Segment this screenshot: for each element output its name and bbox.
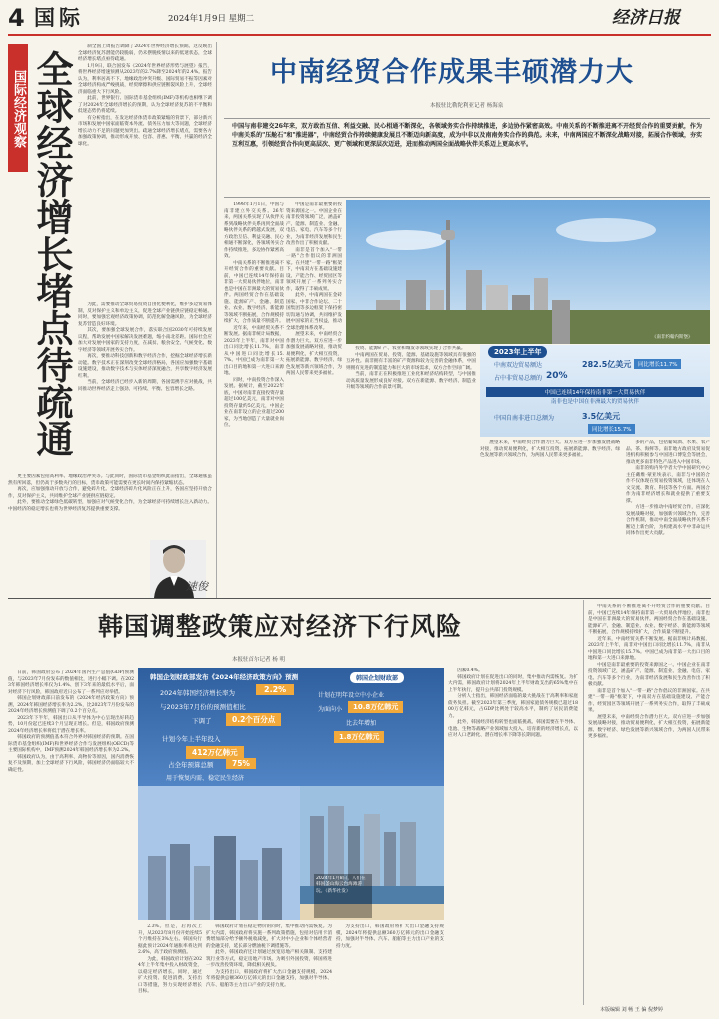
column-divider (216, 42, 217, 598)
sa-import-label: 中国自南非进口总额为 (494, 415, 555, 422)
kr-jobs-value: 412万亿韩元 (186, 746, 244, 759)
column-body-col2: 为此，需要推动全球贸易投资自由化便利化，维护多边贸易体制，反对保护主义和单边主义，促进全球产业链供应链稳定畅通。同时，要加强宏观经济政策协调，防范化解金融风险，为全球经济复苏营造良好环境。 其次，要加强全球发展合作，落实联合国2030年可持续发展议程，帮助发展中国家解决发展难题，缩小南北差距。国际社会应加大对发展中国家的支持力度，在减贫、粮食安全、气候变化、数字经济等领域开展务实合作。 再次，要推动科技创新和数字经济合作，挖掘全球经济增长新动能。数字技术正在深刻改变全球经济格局，各国应加强数字基础设施建设，推动数字技术与实体经济深度融合，共享数字经济发展红利。 当前，全球经济已经步入新的周期，各国需携手应对挑战，共同推动世界经济走上强劲、可持续、平衡、包容增长之路。 (78, 302, 212, 392)
date-line: 2024年1月9日 星期二 (168, 14, 255, 24)
paper-name: 经济日报 (612, 8, 680, 28)
bottom-byline: 本报驻首尔记者 杨 明 (232, 657, 285, 663)
editor-line: 本版编辑 刘 畅 王 偏 倪梦婷 (600, 1007, 663, 1013)
sa-export-value: 282.5亿美元 (582, 360, 632, 369)
top-headline: 中南经贸合作成果丰硕潜力大 (270, 57, 634, 88)
sa-import-growth: 同比增长15.7% (588, 424, 635, 434)
korea-skyline (138, 786, 300, 920)
top-body-col-e: 展望未来，中南经贸合作潜力巨大。双方应进一步加强发展战略对接，推动贸易便利化，扩大相互投资，拓展新能源、数字经济、绿色发展等新兴领域合作，为两国人民带来更多福祉。 (480, 440, 620, 458)
top-body-col-c: 投资、能源矿产、农业和城发等领域实现了合作共赢。 中南两国在贸易、投资、能源、基础设施等领域具有很强的互补性。南非拥有丰富的矿产资源和较为完善的金融体系，中国则拥有先进的制造能力和巨大的市场需求，双方合作空间广阔。 当前，南非正在积极推进工业化和经济结构转型，与中国推动高质量发展形成良好对接。双方在新能源、数字经济、制造业升级等领域的合作前景可期。 (346, 346, 476, 390)
bottom-headline: 韩国调整政策应对经济下行风险 (98, 612, 463, 641)
column-body-col1: 制全国上周报告调降了2024年世界经济增长预期。这反映出全球经济复苏潜能仍较脆弱，仍未摆脱疫情以来的低迷状态，全球经济增长堵点亟待疏通。 1月9日，联合国发布《2024年世界经济形势与展望》报告，将世界经济增速预测从2023年的2.7%降至2024年的2.4%。报告认为，利率居高不下、地缘政治冲突升级、国际贸易不振等因素对全球经济构成严峻挑战，经贸摩擦和供应链断裂风险上升，全球经济面临重大下行风险。 此前，世界银行、国际货币基金组织(IMF)等机构也相继下调了对2024年全球经济增长的预期，认为全球经济复苏的不平衡和低迷态势仍将延续。 有分析指出，在发达经济体货币政策紧缩的背景下，部分新兴市场和发展中国家面临资本外流、债务压力加大等问题，全球经济增长动力不足的问题更加突出。疏通全球经济增长堵点，需要各方加强政策协调，推动形成开放、包容、普惠、平衡、共赢的经济全球化。 (78, 44, 212, 147)
photo-caption: 《南非约翰内斯堡》 (652, 335, 693, 340)
kr-share-label: 占全年预算总额 (168, 761, 214, 769)
page-number: 4 (8, 4, 25, 32)
kr-down-value: 0.2个百分点 (226, 713, 281, 726)
kr-right-label3: 比去年增加 (346, 720, 377, 727)
kr-jobs-label: 计划今年上半年投入 (162, 735, 221, 743)
column-title: 全球经济增长堵点待疏通 (30, 50, 73, 457)
bottom-body-col-c2: 为支持出口，韩国政府将扩大出口金融支持规模，2024年将提供总额360万亿韩元的出口金融支持，加强对半导体、汽车、船舶等主力出口产业的支持力度。 (336, 924, 444, 949)
kr-header: 韩国企划财政部发布《2024年经济政策方向》预测 (150, 673, 299, 681)
top-body-col-a: 1998年1月1日，中国与南非建立外交关系。26年来，两国关系实现了从伙伴关系到战略伙伴关系再到全面战略伙伴关系的跨越式发展，双方政治互信、利益交融、民心相通不断深化，各领域务实合作持续推进，多边协作紧密高效。 中南关系的不断推进离不开经贸合作的重要贡献。目前，中国已连续14年保持南非第一大贸易伙伴地位，南非也是中国在非洲最大的贸易伙伴。两国经贸合作在基础设施、能源矿产、金融、制造业、农业、数字经济、新能源等领域不断拓展，合作规模持续扩大，合作质量不断提升。 近年来，中南经贸关系不断发展。据南非统计局数据，2023年上半年，南非对中国出口同比增长11.7%，南非从中国进口同比增长15.7%。中国已成为南非第一大出口目的地和第一大进口来源地。 同时，中南投资合作深入发展。据统计，截至2022年底，中国对南非直接投资存量超过100亿美元，南非对中国投资存量约5亿美元，中国企业在南非设立的企业超过200家，为当地创造了大量就业岗位。 (224, 202, 284, 428)
section-title: 国际 (34, 5, 84, 30)
column-tag: 国际经济观察 (11, 70, 26, 148)
kr-right-label2: 为面向小 (318, 706, 343, 713)
sa-share-label: 占中非贸易总额的 (494, 375, 543, 382)
top-lead: 中国与南非建交26年来，双方政治互信、利益交融、民心相通不断深化，各领域务实合作持续推进，多边协作紧密高效。中南关系的不断推进离不开经贸合作的重要贡献，作为中南关系的"压舱石"和"推进器"，中南经贸合作持续健康发展且不断迈向新高度，成为中非以及南南务实合作的典范。未来，中南两国应不断深化战略对接，拓展合作领域，夯实互利互惠，引领经贸合作向更高层次、更广领域和更深层次迈进，进而推动两国全面战略伙伴关系迈上更高水平。 (232, 123, 702, 148)
right-column-divider (583, 600, 584, 1005)
sa-export-label: 中南双边贸易额达 (494, 362, 543, 369)
kr-growth-label: 2024年韩国经济增长率为 (160, 689, 236, 697)
kr-compare-label: 与2023年7月份的预测值相比 (160, 703, 246, 711)
bottom-body-col-c: 韩国政府计划在稳定物价的同时，集中推动内需恢复。为扩大内需，韩国政府将实施一系列政策措施，包括对信用卡消费增加部分给予额外税收减免，扩大对中小企业和个体经营者的金融支持，延长部分燃油税下调措施等。 此外，韩国政府还计划通过放宽房地产相关限制、支持建筑行业等方式，稳定房地产市场。为吸引外国投资，韩国将进一步改善投资环境，降低相关税负。 为支持出口，韩国政府将扩大出口金融支持规模，2024年将提供总额360万亿韩元的出口金融支持，加强对半导体、汽车、船舶等主力出口产业的支持力度。 (206, 924, 332, 988)
kr-share-value: 75% (226, 758, 256, 769)
top-body-col-b: 中国是南非最重要的投资来源国之一。中国企业在南非投资领域广泛，涵盖矿产、能源、制造业、金融、电信、家电、汽车等多个行业，为南非经济发展和民生改善作出了积极贡献。 南非是首个加入"一带一路"合作倡议的非洲国家。在共建"一带一路"框架下，中南双方在基础设施建设、产能合作、经贸园区等领域开展了一系列务实合作，取得了丰硕成果。 此外，中南两国在金砖国家、中非合作论坛、二十国集团等多边框架下保持密切沟通与协调，共同维护发展中国家的正当权益，推动全球治理体系改革。 展望未来，中南经贸合作潜力巨大。双方应进一步加强发展战略对接，推动贸易便利化，扩大相互投资，拓展新能源、数字经济、绿色发展等新兴领域合作，为两国人民带来更多福祉。 (286, 202, 342, 376)
johannesburg-photo (346, 200, 710, 344)
sa-share-value: 20% (546, 371, 568, 381)
bottom-body-col-b: 2.3%。但是，后再次上升，从2023年8月份开始连续5个月维持在3%左右。韩国央行据此预计2024年通胀率将达到2.6%，高于政府预测值。 为此，韩国政府计划在2024年上半年集中投入财政资金，以稳定经济增长。同时，通过扩大投资、促进消费、支持出口等措施，努力实现经济增长目标。 (138, 924, 202, 994)
kr-note: 用于恢复内需、稳定民生经济 (166, 775, 245, 782)
sa-export-growth: 同比增长11.7% (634, 359, 681, 369)
sa-import-value: 3.5亿美元 (582, 412, 621, 421)
busan-caption: 2024年1月8日，人们在韩国釜山海云台海滩游玩。（新华社发） (316, 876, 366, 894)
kr-right-badge: 韩国企划财政部 (350, 672, 404, 683)
kr-right-value1: 10.8万亿韩元 (348, 701, 403, 713)
section-divider (8, 598, 711, 599)
kr-growth-value: 2.2% (256, 684, 294, 695)
sa-banner-1: 中国已连续14年保持南非第一大贸易伙伴 (486, 387, 704, 397)
bottom-body-col-a: 日前，韩国政府公布了2024年国内生产总值(GDP)预测值，与2023年7月份发布的数值相比，进行小幅下调。在2023年韩国经济增长率仅为1.4%、创下3年来的最低水平后，面对经济下行风险，韩国政府近日公布了一系列应对举措。 韩国企划财政部日前发布的《2024年经济政策方向》预测，2024年韩国经济增长率为2.2%，比2023年7月份发布的2024年经济增长预测值下调了0.2个百分点。 2023年下半年，韩国出口从半导体为中心呈现出好转趋势，10月份起已连续3个月呈现正增长。但是，韩国政府预测2024年经济增长率将低于潜在增长率。 韩国政府的预测值基本符合外界对韩国经济的预期。在国际货币基金组织(IMF)和世界经济合作与发展组织(OECD)等主要国际机构中，IMF预测2024年韩国经济增长率为2.2%。 韩国政府认为，由于高利率、高物价等原因，国内消费恢复不及预期，加上全球经济下行风险，韩国经济仍面临较大不确定性。 (8, 670, 134, 773)
column-body-bottom: 更主要因素包括高利率、地缘政治冲突等。与此同时，国际货币基金组织此前指出，全球通胀虽然有所回落，但仍高于多数央行的目标，货币政策可能需要在更长时间内保持紧缩状态。 再次，应加强推动开放与合作，避免碎片化。全球经济碎片化风险正在上升，各国应坚持开放合作，反对保护主义，共同维护全球产业链供应链稳定。 此外，要推动全球绿色低碳转型，加强应对气候变化合作，为全球经济可持续增长注入新动力。中国经济的稳定增长也将为世界经济复苏提供重要支撑。 (8, 474, 212, 512)
bottom-body-col-d: 因素0.4%。 韩国政府计划在促进出口的同时，集中推动内需恢复。为扩大内需，韩国政府计划将2024年上半年财政支出的65%集中在上半年执行，提升公共部门投资规模。 分析人士指出，韩国经济面临的最大挑战在于高利率和家庭债务负担。截至2023年第三季度，韩国家庭债务规模已超过1800万亿韩元，占GDP比例处于较高水平，制约了居民消费能力。 此外，韩国经济结构转型也面临挑战。韩国需要在半导体、电池、生物等战略产业领域加大投入，培育新的经济增长点，以应对人口老龄化、潜在增长率下降等长期问题。 (448, 668, 578, 738)
kr-right-label1: 计划在明年设立中小企业 (318, 692, 385, 699)
sa-banner-2: 南非也是中国在非洲最大的贸易伙伴 (550, 399, 639, 405)
sa-period: 2023年上半年 (488, 346, 547, 358)
kr-right-value2: 1.8万亿韩元 (334, 731, 384, 743)
top-byline: 本报驻比勒陀利亚记者 杨海泉 (430, 103, 504, 109)
masthead-rule (8, 34, 711, 36)
kr-down-label: 下调了 (192, 717, 212, 725)
right-column-body: 中南关系的不断推进离不开经贸合作的重要贡献。目前，中国已连续14年保持南非第一大贸易伙伴地位，南非也是中国在非洲最大的贸易伙伴。两国经贸合作在基础设施、能源矿产、金融、制造业、农业、数字经济、新能源等领域不断拓展，合作规模持续扩大，合作质量不断提升。 近年来，中南经贸关系不断发展。据南非统计局数据，2023年上半年，南非对中国出口同比增长11.7%，南非从中国进口同比增长15.7%。中国已成为南非第一大出口目的地和第一大进口来源地。 中国是南非最重要的投资来源国之一。中国企业在南非投资领域广泛，涵盖矿产、能源、制造业、金融、电信、家电、汽车等多个行业，为南非经济发展和民生改善作出了积极贡献。 南非是首个加入"一带一路"合作倡议的非洲国家。在共建"一带一路"框架下，中南双方在基础设施建设、产能合作、经贸园区等领域开展了一系列务实合作，取得了丰硕成果。 展望未来，中南经贸合作潜力巨大。双方应进一步加强发展战略对接，推动贸易便利化，扩大相互投资，拓展新能源、数字经济、绿色发展等新兴领域合作，为两国人民带来更多福祉。 (588, 604, 710, 739)
top-body-col-d: 多的产品，包括葡萄酒、水果、农产品、茶、海鲜等。南非地方政府及贸易促进机构积极参与中国进口博览会等展会，推动更多南非特色产品进入中国市场。 南非的购内外学者大学中国研究中心主任戴维·蒙亚埃表示，南非与中国的合作不仅体现在贸易投资领域，还体现在人文交流、教育、科技等各个方面。两国合作为南非经济增长和就业提供了重要支撑。 方进一步推动中南经贸合作，应深化发展战略对接，加强新兴领域合作，完善合作机制，推动中南全面战略伙伴关系不断迈上新台阶，为构建高水平中非命运共同体作出更大贡献。 (626, 440, 710, 536)
author-signature: 速俊 (186, 580, 208, 593)
